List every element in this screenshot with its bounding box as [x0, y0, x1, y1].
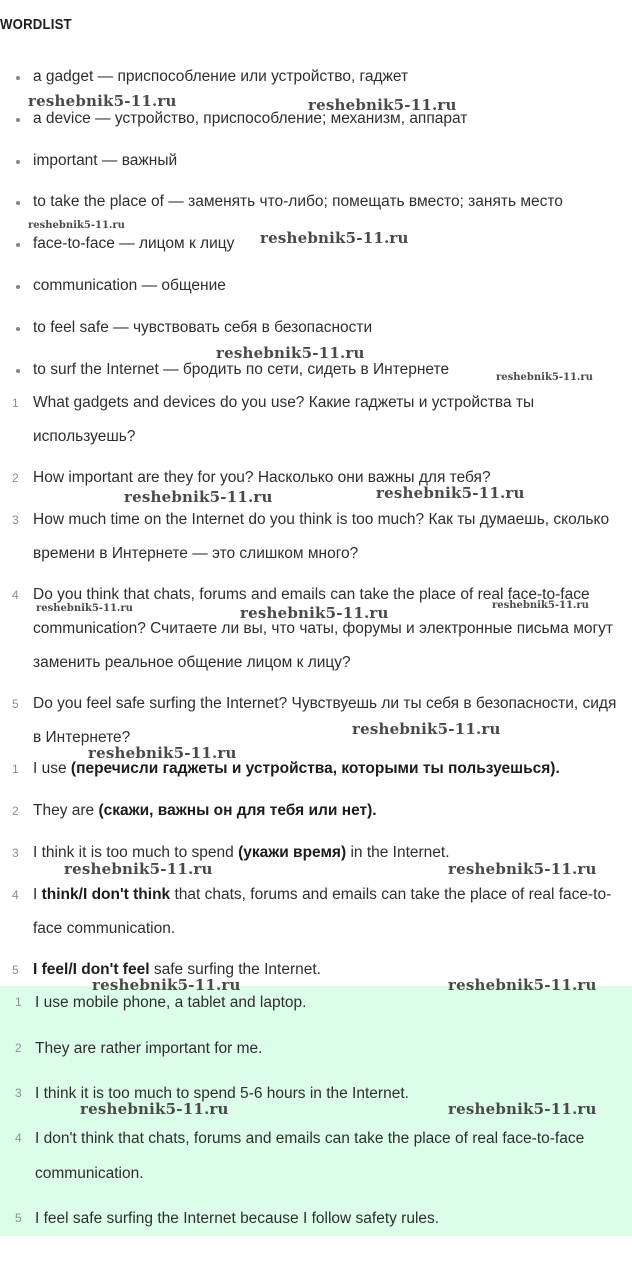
- template-text: They are: [33, 802, 99, 819]
- watermark: reshebnik5-11.ru: [260, 229, 409, 247]
- wordlist-item: [0, 227, 632, 269]
- question-number: 5: [12, 697, 19, 711]
- template-text: safe surfing the Internet.: [149, 961, 321, 978]
- template-number: 4: [12, 888, 19, 902]
- template-text: I: [33, 886, 42, 903]
- question-item: [0, 687, 632, 746]
- watermark: reshebnik5-11.ru: [448, 976, 597, 994]
- wordlist-item: [0, 311, 632, 353]
- answer-number: 5: [15, 1211, 22, 1225]
- bullet-icon: [16, 118, 20, 122]
- answer-number: 1: [15, 995, 22, 1009]
- wordlist-item: [0, 269, 632, 311]
- questions-list: [0, 386, 632, 746]
- watermark: reshebnik5-11.ru: [88, 744, 237, 762]
- question-number: 4: [12, 588, 19, 602]
- bullet-icon: [16, 201, 20, 205]
- watermark: reshebnik5-11.ru: [492, 600, 589, 611]
- question-item: [0, 461, 632, 503]
- wordlist: [0, 60, 632, 394]
- question-item: [0, 578, 632, 687]
- template-item: [0, 794, 632, 836]
- answer-item: [0, 1121, 632, 1201]
- wordlist-item: [0, 102, 632, 144]
- watermark: reshebnik5-11.ru: [448, 860, 597, 878]
- answer-text: I think it is too much to spend 5-6 hours in the Internet.: [35, 1085, 409, 1102]
- watermark: reshebnik5-11.ru: [376, 484, 525, 502]
- wordlist-item: [0, 144, 632, 186]
- template-text: that chats, forums and emails can take the place of real face-to-face communication.: [33, 886, 612, 937]
- bullet-icon: [16, 243, 20, 247]
- watermark: reshebnik5-11.ru: [448, 1100, 597, 1118]
- template-hint: (перечисли гаджеты и устройства, которыми ты пользуешься).: [70, 760, 560, 777]
- question-number: 3: [12, 513, 19, 527]
- wordlist-item-text: a device — устройство, приспособление; механизм, аппарат: [33, 109, 468, 127]
- template-number: 5: [12, 963, 19, 977]
- watermark: reshebnik5-11.ru: [80, 1100, 229, 1118]
- answer-number: 2: [15, 1041, 22, 1055]
- question-item: [0, 386, 632, 461]
- question-text: Do you feel safe surfing the Internet? Чувствуешь ли ты себя в безопасности, сидя в Интернете?: [33, 695, 617, 746]
- question-text: How important are they for you? Насколько они важны для тебя?: [33, 469, 491, 486]
- template-item: [0, 836, 632, 878]
- wordlist-item-text: face-to-face — лицом к лицу: [33, 235, 235, 253]
- template-number: 3: [12, 846, 19, 860]
- wordlist-item-text: communication — общение: [33, 276, 226, 294]
- watermark: reshebnik5-11.ru: [36, 603, 133, 614]
- bullet-icon: [16, 369, 20, 373]
- template-number: 1: [12, 762, 19, 776]
- watermark: reshebnik5-11.ru: [64, 860, 213, 878]
- question-number: 2: [12, 471, 19, 485]
- watermark: reshebnik5-11.ru: [92, 976, 241, 994]
- watermark: reshebnik5-11.ru: [216, 344, 365, 362]
- answer-templates-list: [0, 752, 632, 995]
- wordlist-item: [0, 60, 632, 102]
- wordlist-item: [0, 185, 632, 227]
- template-item: [0, 878, 632, 953]
- template-hint: I feel/I don't feel: [33, 961, 150, 978]
- answer-text: I use mobile phone, a tablet and laptop.: [35, 994, 307, 1011]
- wordlist-item-text: important — важный: [33, 151, 178, 169]
- answer-text: I feel safe surfing the Internet because I follow safety rules.: [35, 1210, 440, 1227]
- watermark: reshebnik5-11.ru: [124, 488, 273, 506]
- bullet-icon: [16, 76, 20, 80]
- answer-item: [0, 1031, 632, 1076]
- watermark: reshebnik5-11.ru: [308, 96, 457, 114]
- template-item: [0, 752, 632, 794]
- bullet-icon: [16, 160, 20, 164]
- wordlist-item-text: to take the place of — заменять что-либо; помещать вместо; занять место: [33, 193, 563, 211]
- answer-number: 3: [15, 1086, 22, 1100]
- watermark: reshebnik5-11.ru: [496, 372, 593, 383]
- question-item: [0, 503, 632, 578]
- watermark: reshebnik5-11.ru: [352, 720, 501, 738]
- answer-item: [0, 1201, 632, 1246]
- template-text: in the Internet.: [346, 844, 450, 861]
- wordlist-item-text: to feel safe — чувствовать себя в безопасности: [33, 318, 373, 336]
- question-number: 1: [12, 396, 19, 410]
- template-text: I use: [33, 760, 71, 777]
- answer-text: I don't think that chats, forums and emails can take the place of real face-to-face communication.: [35, 1130, 585, 1182]
- wordlist-item-text: a gadget — приспособление или устройство, гаджет: [33, 68, 409, 85]
- question-text: How much time on the Internet do you think is too much? Как ты думаешь, сколько времени в Интернете — это слишком много?: [33, 511, 610, 562]
- template-number: 2: [12, 804, 19, 818]
- watermark: reshebnik5-11.ru: [28, 220, 125, 231]
- question-text: What gadgets and devices do you use? Какие гаджеты и устройства ты используешь?: [33, 394, 535, 445]
- watermark: reshebnik5-11.ru: [240, 604, 389, 622]
- bullet-icon: [16, 327, 20, 331]
- template-hint: think/I don't think: [41, 886, 171, 903]
- template-text: I think it is too much to spend: [33, 844, 239, 861]
- bullet-icon: [16, 285, 20, 289]
- template-hint: (скажи, важны он для тебя или нет).: [98, 802, 377, 819]
- answer-item: [0, 1076, 632, 1121]
- template-hint: (укажи время): [238, 844, 347, 861]
- wordlist-item-text: to surf the Internet — бродить по сети, сидеть в Интернете: [33, 360, 450, 378]
- page-title: WORDLIST: [0, 16, 72, 33]
- answer-text: They are rather important for me.: [35, 1040, 263, 1057]
- watermark: reshebnik5-11.ru: [28, 92, 177, 110]
- answers-list: [0, 985, 632, 1246]
- answer-item: [0, 985, 632, 1031]
- answer-number: 4: [15, 1131, 22, 1145]
- question-text: Do you think that chats, forums and emails can take the place of real face-to-face communication? Считаете ли вы, что чаты, форумы и электронные письма могут заменить реальное общение лицом к лицу?: [33, 586, 613, 671]
